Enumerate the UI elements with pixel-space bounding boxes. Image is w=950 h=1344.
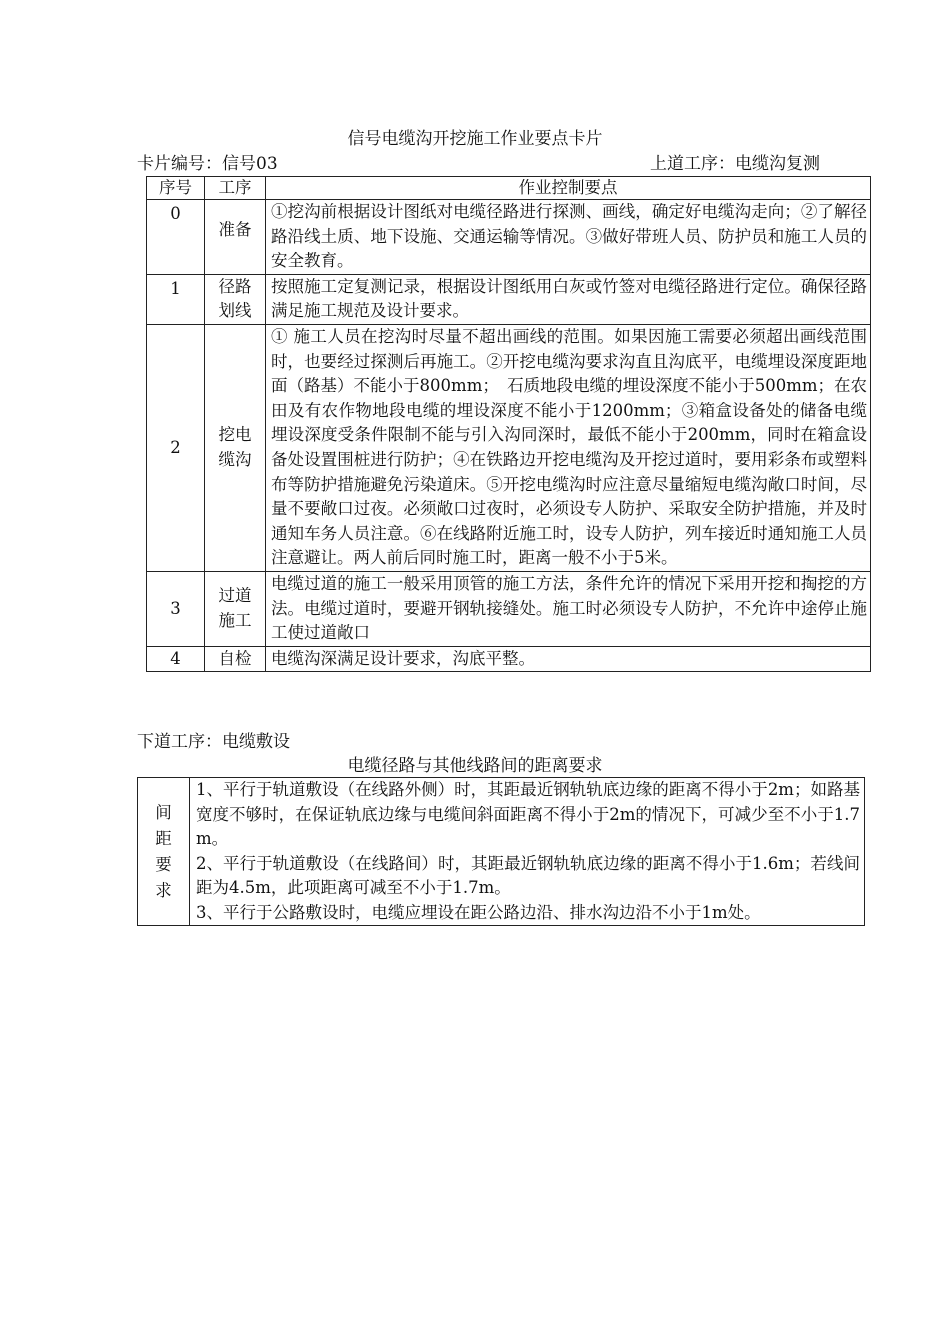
row-no: 0 [147,200,205,275]
table-row [147,646,871,672]
header-step: 工序 [205,177,266,200]
distance-label-char: 要 [155,854,172,874]
document-title: 信号电缆沟开挖施工作业要点卡片 [347,129,603,149]
distance-section-title: 电缆径路与其他线路间的距离要求 [347,756,603,776]
row-content: ① 施工人员在挖沟时尽量不超出画线的范围。如果因施工需要必须超出画线范围时，也要经过探测后再施工。②开挖电缆沟要求沟直且沟底平，电缆埋设深度距地面（路基）不能小于800mm； 石质地段电缆的埋设深度不能小于500mm；在农田及有农作物地段电缆的埋设深度不能小于1200mm；③箱盒设备处的储备电缆埋设深度受条件限制不能与引入沟同深时，最低不能小于200mm，同时在箱盒设备处设置围桩进行防护；④在铁路边开挖电缆沟及开挖过道时，要用彩条布或塑料布等防护措施避免污染道床。⑤开挖电缆沟时应注意尽量缩短电缆沟敞口时间，尽量不要敞口过夜。必须敞口过夜时，必须设专人防护、采取安全防护措施，并及时通知车务人员注意。⑥在线路附近施工时，设专人防护，列车接近时通知施工人员注意避让。两人前后同时施工时，距离一般不小于5米。 [266,324,871,571]
distance-label-char: 间 [155,802,172,822]
table-row [147,571,871,646]
header-content: 作业控制要点 [266,177,871,200]
table-row [147,274,871,324]
row-step: 准备 [205,200,266,275]
distance-item: 1、平行于轨道敷设（在线路外侧）时，其距最近钢轨轨底边缘的距离不得小于2m；如路基宽度不够时，在保证轨底边缘与电缆间斜面距离不得小于2m的情况下，可减少至不小于1.7m。 [196,780,860,848]
distance-requirements-table [137,777,865,926]
row-content: 电缆沟深满足设计要求，沟底平整。 [266,646,871,672]
row-content: 电缆过道的施工一般采用顶管的施工方法，条件允许的情况下采用开挖和掏挖的方法。电缆过道时，要避开钢轨接缝处。施工时必须设专人防护，不允许中途停止施工使过道敞口 [266,571,871,646]
distance-item: 3、平行于公路敷设时，电缆应埋设在距公路边沿、排水沟边沿不小于1m处。 [196,902,761,922]
distance-label-char: 距 [155,828,172,848]
distance-label [138,778,190,926]
distance-item: 2、平行于轨道敷设（在线路间）时，其距最近钢轨轨底边缘的距离不得小于1.6m；若线间距为4.5m，此项距离可减至不小于1.7m。 [196,853,860,897]
table-row [138,778,865,926]
row-no: 1 [147,274,205,324]
row-content: ①挖沟前根据设计图纸对电缆径路进行探测、画线，确定好电缆沟走向；②了解径路沿线土质、地下设施、交通运输等情况。③做好带班人员、防护员和施工人员的安全教育。 [266,200,871,275]
work-points-table [146,176,871,672]
distance-content [190,778,865,926]
distance-label-char: 求 [155,880,172,900]
row-content: 按照施工定复测记录，根据设计图纸用白灰或竹签对电缆径路进行定位。确保径路满足施工规范及设计要求。 [266,274,871,324]
next-step: 下道工序：电缆敷设 [137,732,290,752]
row-no: 3 [147,571,205,646]
table-row [147,200,871,275]
row-step: 自检 [205,646,266,672]
table-header-row [147,177,871,200]
previous-step: 上道工序：电缆沟复测 [650,154,820,174]
row-no: 4 [147,646,205,672]
row-step: 过道施工 [205,571,266,646]
card-number: 卡片编号：信号03 [137,154,278,174]
row-step: 挖电缆沟 [205,324,266,571]
row-no: 2 [147,324,205,571]
row-step: 径路划线 [205,274,266,324]
header-no: 序号 [147,177,205,200]
table-row [147,324,871,571]
